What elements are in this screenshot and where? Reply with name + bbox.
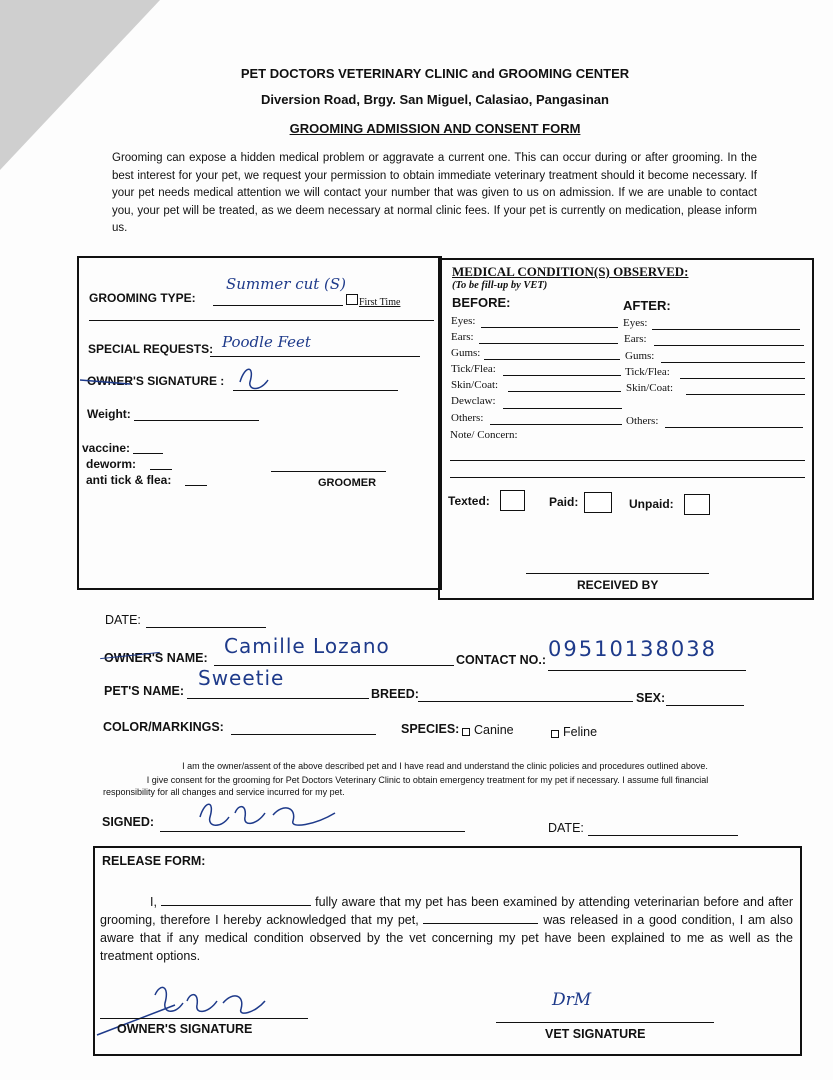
before-skin-label: Skin/Coat: [451, 379, 499, 391]
breed-label: BREED: [371, 687, 419, 701]
before-others-line[interactable] [490, 424, 622, 425]
clinic-address: Diversion Road, Brgy. San Miguel, Calasiao, Pangasinan [261, 92, 609, 107]
feline-checkbox[interactable] [551, 730, 559, 738]
deworm-line[interactable] [150, 469, 172, 470]
contact-label: CONTACT NO.: [456, 653, 547, 667]
received-by-line[interactable] [526, 573, 709, 574]
texted-checkbox[interactable] [500, 490, 525, 511]
vaccine-label: vaccine: [82, 441, 131, 455]
weight-line[interactable] [134, 420, 259, 421]
pet-name-value: Sweetie [198, 666, 285, 690]
note-line-2[interactable] [450, 477, 805, 478]
contact-line[interactable] [548, 670, 746, 671]
medical-title: MEDICAL CONDITION(S) OBSERVED: [452, 264, 689, 279]
before-ears-label: Ears: [451, 331, 474, 343]
paid-label: Paid: [549, 495, 579, 509]
vaccine-line[interactable] [133, 453, 163, 454]
before-label: BEFORE: [452, 295, 511, 310]
owner-sig-label: OWNER'S SIGNATURE [117, 1022, 253, 1036]
before-gums-line[interactable] [484, 359, 620, 360]
before-tick-line[interactable] [503, 375, 621, 376]
before-eyes-line[interactable] [481, 327, 618, 328]
signed-label: SIGNED: [102, 815, 155, 829]
before-tick-label: Tick/Flea: [451, 363, 496, 375]
canine-checkbox[interactable] [462, 728, 470, 736]
consent-line-3: responsibility for all changes and service incurred for my pet. [103, 787, 345, 797]
release-name-line[interactable] [161, 895, 311, 906]
weight-label: Weight: [87, 407, 131, 421]
consent-date-label: DATE: [548, 821, 584, 835]
owner-signature-2 [195, 795, 345, 835]
color-markings-label: COLOR/MARKINGS: [103, 720, 224, 734]
owner-signature-1 [75, 360, 275, 400]
after-skin-line[interactable] [686, 394, 805, 395]
contact-value: 09510138038 [548, 637, 717, 661]
species-label: SPECIES: [401, 722, 460, 736]
after-ears-label: Ears: [624, 333, 647, 345]
owner-signature-label: OWNER'S SIGNATURE : [87, 374, 225, 388]
owner-name-label: OWNER'S NAME: [104, 651, 208, 665]
release-pet-line[interactable] [423, 913, 538, 924]
before-ears-line[interactable] [479, 343, 618, 344]
sex-line[interactable] [666, 705, 744, 706]
note-concern-label: Note/ Concern: [450, 429, 518, 441]
owner-sig-line[interactable] [100, 1018, 308, 1019]
after-eyes-line[interactable] [652, 329, 800, 330]
special-requests-value: Poodle Feet [222, 333, 311, 351]
form-title: GROOMING ADMISSION AND CONSENT FORM [289, 121, 581, 136]
clinic-name: PET DOCTORS VETERINARY CLINIC and GROOMING CENTER [240, 66, 630, 81]
consent-date-line[interactable] [588, 835, 738, 836]
date-line[interactable] [146, 627, 266, 628]
after-others-label: Others: [626, 415, 659, 427]
sex-label: SEX: [636, 691, 666, 705]
after-tick-line[interactable] [680, 378, 805, 379]
canine-label: Canine [474, 723, 514, 737]
before-others-label: Others: [451, 412, 484, 424]
pet-name-label: PET'S NAME: [104, 684, 185, 698]
consent-line-2: I give consent for the grooming for Pet Doctors Veterinary Clinic to obtain emergency treatment for my pet if necessary. I assume full financial [146, 775, 709, 785]
release-i: I, [150, 895, 157, 909]
vet-sig-line[interactable] [496, 1022, 714, 1023]
before-eyes-label: Eyes: [451, 315, 476, 327]
breed-line[interactable] [418, 701, 633, 702]
consent-line-1: I am the owner/assent of the above described pet and I have read and understand the clinic policies and procedures outlined above. [182, 761, 708, 771]
owner-name-value: Camille Lozano [224, 634, 390, 658]
after-eyes-label: Eyes: [623, 317, 648, 329]
intro-paragraph: Grooming can expose a hidden medical problem or aggravate a current one. This can occur during or after grooming. In the best interest for your pet, we request your permission to obtain immediate veterinary treatment should it become necessary. If your pet needs medical attention we will contact your number that was given to us on admission. If we are unable to contact you, your pet will be treated, as we deem necessary at normal clinic fees. If your pet is currently on medication, please inform us. [112, 152, 757, 234]
before-gums-label: Gums: [451, 347, 481, 359]
unpaid-checkbox[interactable] [684, 494, 710, 515]
after-ears-line[interactable] [654, 345, 804, 346]
after-gums-line[interactable] [661, 362, 805, 363]
vet-initials: DrM [552, 990, 592, 1010]
note-line-1[interactable] [450, 460, 805, 461]
before-dewclaw-line[interactable] [503, 408, 622, 409]
unpaid-label: Unpaid: [629, 497, 674, 511]
feline-label: Feline [563, 725, 598, 739]
after-tick-label: Tick/Flea: [625, 366, 670, 378]
date-label: DATE: [105, 613, 141, 627]
release-p3: was released in a good condition, I am also aware that if any medical condition observed by the vet concerning my pet have been explained to me as well as the treatment options. [100, 913, 793, 963]
special-requests-label: SPECIAL REQUESTS: [88, 342, 214, 356]
texted-label: Texted: [448, 494, 490, 508]
before-skin-line[interactable] [508, 391, 621, 392]
after-gums-label: Gums: [625, 350, 655, 362]
first-time-label: First Time [359, 297, 401, 308]
grooming-type-line[interactable] [213, 305, 343, 306]
anti-tick-line[interactable] [185, 485, 207, 486]
received-by-label: RECEIVED BY [577, 578, 659, 592]
medical-subtitle: (To be fill-up by VET) [452, 280, 548, 291]
groomer-label: GROOMER [318, 477, 377, 489]
grooming-type-value: Summer cut (S) [226, 275, 347, 293]
release-title: RELEASE FORM: [102, 854, 206, 868]
release-text [100, 893, 793, 965]
paid-checkbox[interactable] [584, 492, 612, 513]
release-p2: fully aware that my pet has been examined by attending veterinarian before and after grooming, therefore I hereby acknowledged that my pet, [100, 895, 794, 927]
after-skin-label: Skin/Coat: [626, 382, 674, 394]
first-time-checkbox[interactable] [346, 294, 358, 305]
after-others-line[interactable] [665, 427, 803, 428]
vet-sig-label: VET SIGNATURE [545, 1027, 646, 1041]
pet-name-line[interactable] [187, 698, 369, 699]
deworm-label: deworm: [86, 457, 137, 471]
color-markings-line[interactable] [231, 734, 376, 735]
grooming-type-label: GROOMING TYPE: [89, 291, 196, 305]
anti-tick-label: anti tick & flea: [86, 473, 172, 487]
grooming-extra-line[interactable] [89, 320, 434, 321]
special-requests-line[interactable] [210, 356, 420, 357]
groomer-line[interactable] [271, 471, 386, 472]
after-label: AFTER: [623, 298, 671, 313]
before-dewclaw-label: Dewclaw: [451, 395, 496, 407]
